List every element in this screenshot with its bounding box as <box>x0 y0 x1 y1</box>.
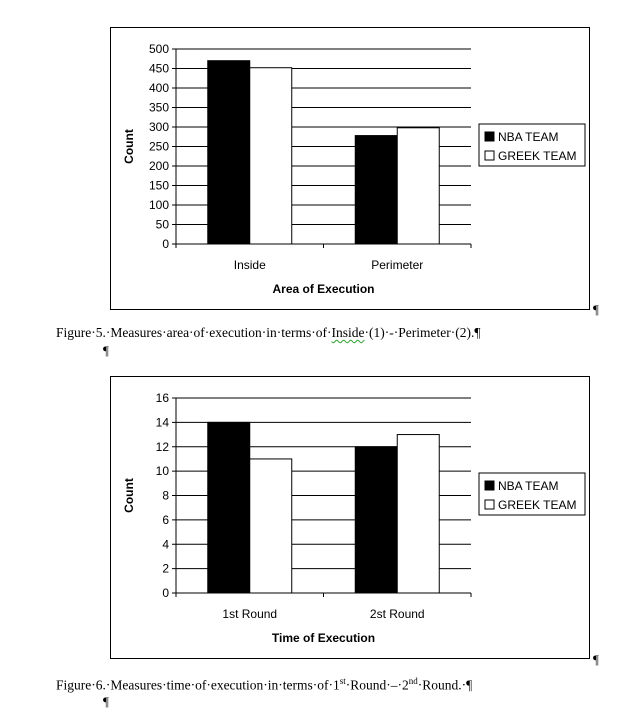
y-tick-label: 2 <box>162 561 169 576</box>
x-axis-title: Area of Execution <box>272 282 375 296</box>
pilcrow-mark: ¶ <box>593 302 599 317</box>
pilcrow-mark: ¶ <box>593 652 599 667</box>
y-tick-label: 100 <box>148 198 169 212</box>
legend-label: GREEK TEAM <box>498 149 577 163</box>
x-tick-label: Inside <box>233 258 266 272</box>
y-tick-label: 250 <box>148 139 169 154</box>
bar <box>397 128 439 244</box>
figure-5-caption-post: ·(1)·-·Perimeter·(2).¶ <box>364 325 481 340</box>
y-tick-label: 0 <box>162 586 169 600</box>
pilcrow-mark: ¶ <box>103 694 109 709</box>
legend-label: NBA TEAM <box>498 479 559 493</box>
legend-swatch <box>485 500 494 509</box>
x-axis-title: Time of Execution <box>271 631 376 645</box>
figure-6-caption-sup2: nd <box>408 676 418 686</box>
figure-6-caption-pre: Figure·6.·Measures·time·of·execution·in·terms·of·1 <box>56 677 340 693</box>
figure-5-caption <box>56 325 480 341</box>
y-tick-label: 200 <box>148 159 169 173</box>
y-tick-label: 500 <box>148 42 169 56</box>
chart-area-of-execution <box>110 27 590 310</box>
bar <box>397 435 439 593</box>
y-axis-title: Count <box>122 478 136 513</box>
y-tick-label: 350 <box>148 100 169 115</box>
legend-label: NBA TEAM <box>498 130 559 144</box>
y-tick-label: 8 <box>162 488 169 503</box>
y-tick-label: 400 <box>148 81 169 95</box>
legend-swatch <box>485 132 494 141</box>
legend-swatch <box>485 481 494 490</box>
figure-6-caption-post: ·Round.·¶ <box>417 677 473 693</box>
bar <box>208 61 250 244</box>
y-tick-label: 12 <box>155 439 169 454</box>
y-tick-label: 0 <box>162 237 169 251</box>
bar <box>355 136 397 244</box>
y-tick-label: 14 <box>155 415 169 430</box>
figure-6-caption-mid: ·Round·–·2 <box>345 677 409 693</box>
y-tick-label: 10 <box>155 464 169 479</box>
figure-6-caption <box>56 676 472 694</box>
legend-swatch <box>485 151 494 160</box>
bar <box>250 459 292 593</box>
chart-svg-2 <box>111 377 589 658</box>
chart-svg-1 <box>111 28 589 309</box>
figure-6-caption-sup1: st <box>339 676 346 686</box>
bar <box>208 422 250 593</box>
figure-5-caption-inside: Inside <box>331 325 365 340</box>
legend-label: GREEK TEAM <box>498 498 577 512</box>
figure-5-caption-pre: Figure·5.·Measures·area·of·execution·in·terms·of· <box>56 325 332 340</box>
bar <box>355 447 397 593</box>
x-tick-label: 2st Round <box>369 607 425 621</box>
x-tick-label: 1st Round <box>222 607 278 621</box>
bar <box>250 68 292 244</box>
y-axis-title: Count <box>122 129 136 164</box>
y-tick-label: 50 <box>155 217 169 232</box>
y-tick-label: 150 <box>148 178 169 193</box>
chart-time-of-execution <box>110 376 590 659</box>
y-tick-label: 450 <box>148 61 169 76</box>
pilcrow-mark: ¶ <box>103 343 109 358</box>
y-tick-label: 300 <box>148 120 169 134</box>
y-tick-label: 4 <box>162 537 169 552</box>
y-tick-label: 16 <box>155 391 169 405</box>
x-tick-label: Perimeter <box>371 258 424 272</box>
y-tick-label: 6 <box>162 512 169 527</box>
